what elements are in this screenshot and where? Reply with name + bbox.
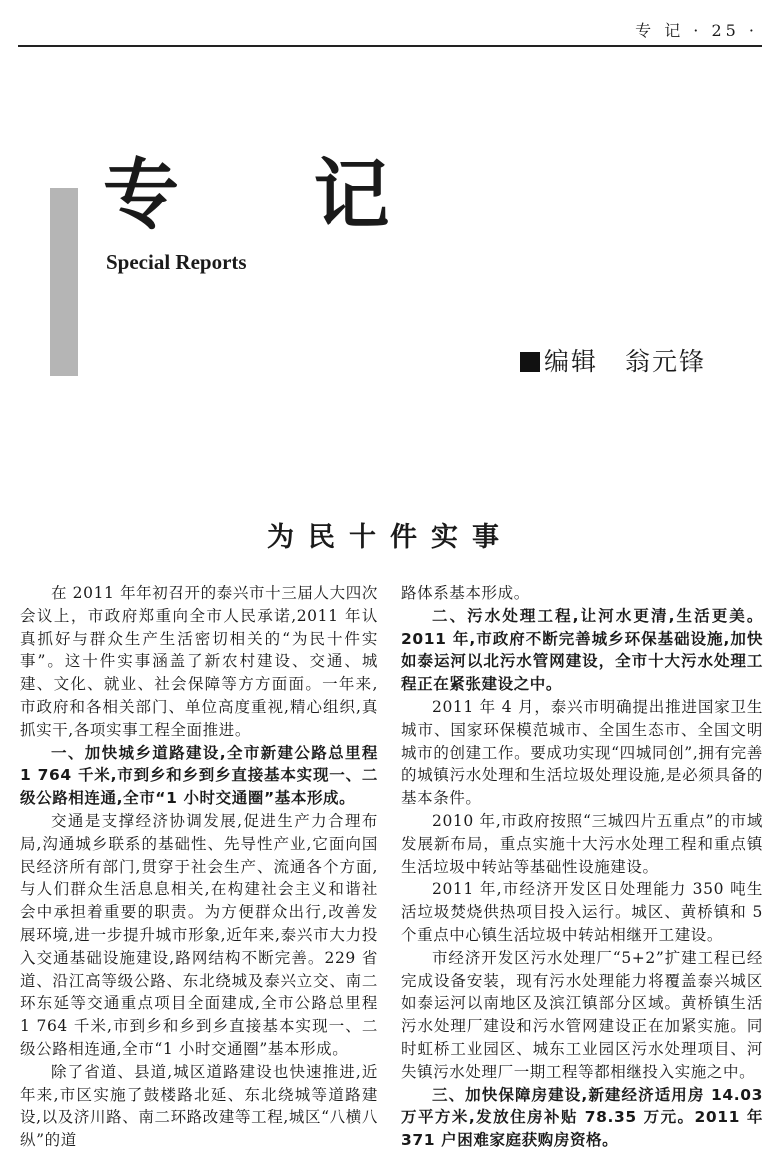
paragraph — [401, 1084, 763, 1152]
paragraph-lead: 二、污水处理工程,让河水更清,生活更美。2011 年,市政府不断完善城乡环保基础设施,加快如泰运河以北污水管网建设，全市十大污水处理工程正在紧张建设之中。 — [401, 606, 763, 694]
paragraph-text: 在 2011 年年初召开的泰兴市十三届人大四次会议上，市政府郑重向全市人民承诺,2011 年认真抓好与群众生产生活密切相关的“为民十件实事”。这十件实事涵盖了新农村建设、交通、城建、文化、就业、社会保障等方方面面。一年来,市政府和各相关部门、单位高度重视,精心组织,真抓实干,各项实事工程全面推进。 — [20, 584, 378, 739]
paragraph-lead: 三、加快保障房建设,新建经济适用房 14.03 万平方米,发放住房补贴 78.35 万元。2011 年 371 户困难家庭获购房资格。 — [401, 1085, 763, 1150]
section-gray-bar — [50, 188, 78, 376]
paragraph-lead: 一、加快城乡道路建设,全市新建公路总里程 1 764 千米,市到乡和乡到乡直接基本实现一、二级公路相连通,全市“1 小时交通圈”基本形成。 — [20, 743, 378, 808]
paragraph — [401, 878, 763, 946]
right-column — [401, 582, 763, 1152]
paragraph-text: 2010 年,市政府按照“三城四片五重点”的市域发展新布局，重点实施十大污水处理工程和重点镇生活垃圾中转站等基础性设施建设。 — [401, 811, 763, 876]
paragraph-text: 2011 年,市经济开发区日处理能力 350 吨生活垃圾焚烧供热项目投入运行。城区、黄桥镇和 5 个重点中心镇生活垃圾中转站相继开工建设。 — [401, 880, 763, 944]
paragraph-text: 2011 年 4 月，泰兴市明确提出推进国家卫生城市、国家环保模范城市、全国生态市、全国文明城市的创建工作。要成功实现“四城同创”,拥有完善的城镇污水处理和生活垃圾处理设施,是必须具备的基本条件。 — [401, 697, 763, 808]
paragraph — [20, 742, 378, 810]
paragraph — [401, 582, 763, 605]
paragraph-text: 路体系基本形成。 — [401, 584, 530, 602]
paragraph — [401, 810, 763, 878]
square-bullet-icon — [520, 352, 540, 372]
running-head: 专 记 · 25 · — [635, 21, 758, 40]
paragraph — [20, 582, 378, 742]
paragraph-text: 交通是支撑经济协调发展,促进生产力合理布局,沟通城乡联系的基础性、先导性产业,它面向国民经济所有部门,贯穿于社会生产、流通各个方面,与人们群众生活息息相关,在构建社会主义和谐社会中承担着重要的职责。为方便群众出行,改善发展环境,进一步提升城市形象,近年来,泰兴市大力投入交通基础设施建设,路网结构不断完善。229 省道、沿江高等级公路、东北绕城及泰兴立交、南二环东延等交通重点项目全面建成,全市公路总里程 1 764 千米,市到乡和乡到乡直接基本实现一、二级公路相连通,全市“1 小时交通圈”基本形成。 — [20, 811, 378, 1058]
editor-name: 编辑 翁元锋 — [544, 347, 707, 376]
editor-credit — [520, 342, 706, 378]
paragraph — [20, 1061, 378, 1152]
article-title: 为民十件实事 — [267, 522, 513, 553]
paragraph-text: 市经济开发区污水处理厂“5+2”扩建工程已经完成设备安装，现有污水处理能力将覆盖泰兴城区如泰运河以南地区及滨江镇部分区域。黄桥镇生活污水处理厂建设和污水管网建设正在加紧实施。同时虹桥工业园区、城东工业园区污水处理项目、河失镇污水处理厂一期工程等都相继投入实施之中。 — [401, 948, 763, 1081]
left-column — [20, 582, 378, 1152]
paragraph — [401, 947, 763, 1084]
paragraph — [20, 810, 378, 1061]
section-title-en: Special Reports — [106, 250, 247, 274]
paragraph-text: 除了省道、县道,城区道路建设也快速推进,近年来,市区实施了鼓楼路北延、东北绕城等道路建设,以及济川路、南二环路改建等工程,城区“八横八纵”的道 — [20, 1062, 378, 1150]
header-rule — [18, 45, 762, 47]
section-title-cn: 专 记 — [103, 150, 444, 239]
paragraph — [401, 605, 763, 696]
paragraph — [401, 696, 763, 810]
